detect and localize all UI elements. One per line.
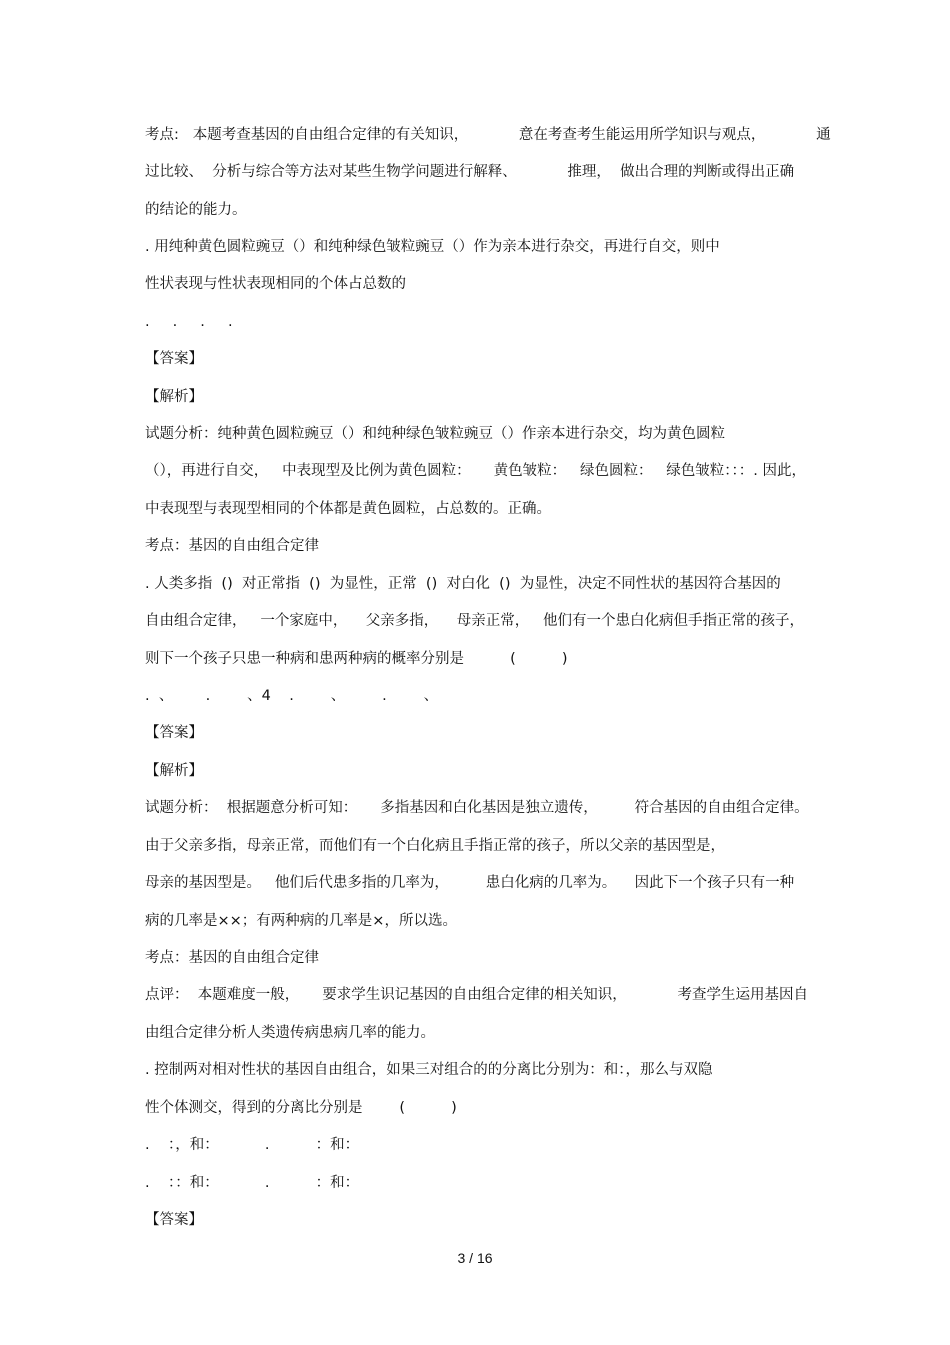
text-line: 考点: 本题考查基因的自由组合定律的有关知识， 意在考查考生能运用所学知识与观点， 通	[145, 127, 831, 143]
text-line: 性个体测交，得到的分离比分别是 ( )	[145, 1100, 457, 1116]
text-line: . 控制两对相对性状的基因自由组合，如果三对组合的的分离比分别为：和：，那么与双隐	[145, 1062, 713, 1078]
option-line: . ：：和： . ：和：	[145, 1175, 360, 1191]
answer-label: 【答案】	[145, 351, 203, 367]
text-line: . 人类多指 () 对正常指 () 为显性，正常 () 对白化 () 为显性，决定不同性状的基因符合基因的	[145, 576, 781, 592]
text-line: （），再进行自交， 中表现型及比例为黄色圆粒： 黄色皱粒： 绿色圆粒： 绿色皱粒：：：. 因此，	[145, 463, 806, 479]
text-line: 由于父亲多指，母亲正常，而他们有一个白化病且手指正常的孩子，所以父亲的基因型是，	[145, 838, 725, 854]
analysis-label: 【解析】	[145, 763, 203, 779]
analysis-label: 【解析】	[145, 389, 203, 405]
text-line: 试题分析： 根据题意分析可知： 多指基因和白化基因是独立遗传， 符合基因的自由组合定律。	[145, 800, 809, 816]
option-line: . . . .	[145, 314, 233, 330]
text-line: 过比较、 分析与综合等方法对某些生物学问题进行解释、 推理， 做出合理的判断或得出正确	[145, 164, 795, 180]
text-line: . 用纯种黄色圆粒豌豆（）和纯种绿色皱粒豌豆（）作为亲本进行杂交，再进行自交，则中	[145, 239, 720, 255]
text-line: 母亲的基因型是。 他们后代患多指的几率为， 患白化病的几率为。 因此下一个孩子只有一种	[145, 875, 795, 891]
text-line: 中表现型与表现型相同的个体都是黄色圆粒，占总数的。正确。	[145, 501, 551, 517]
option-line: . 、 . 、4 . 、 . 、	[145, 688, 439, 704]
text-line: 病的几率是××；有两种病的几率是×，所以选。	[145, 913, 457, 929]
text-line: 性状表现与性状表现相同的个体占总数的	[145, 276, 406, 292]
page-number: 3 / 16	[457, 1250, 493, 1266]
answer-label: 【答案】	[145, 725, 203, 741]
answer-label: 【答案】	[145, 1212, 203, 1228]
option-line: . ：，和： . ：和：	[145, 1137, 360, 1153]
text-line: 则下一个孩子只患一种病和患两种病的概率分别是 ( )	[145, 651, 568, 667]
text-line: 由组合定律分析人类遗传病患病几率的能力。	[145, 1025, 435, 1041]
text-line: 考点：基因的自由组合定律	[145, 538, 319, 554]
text-line: 的结论的能力。	[145, 202, 247, 218]
text-line: 试题分析：纯种黄色圆粒豌豆（）和纯种绿色皱粒豌豆（）作亲本进行杂交，均为黄色圆粒	[145, 426, 725, 442]
text-line: 点评： 本题难度一般， 要求学生识记基因的自由组合定律的相关知识， 考查学生运用基因自	[145, 987, 808, 1003]
text-line: 考点：基因的自由组合定律	[145, 950, 319, 966]
text-line: 自由组合定律， 一个家庭中， 父亲多指， 母亲正常， 他们有一个患白化病但手指正常的孩子，	[145, 613, 805, 629]
